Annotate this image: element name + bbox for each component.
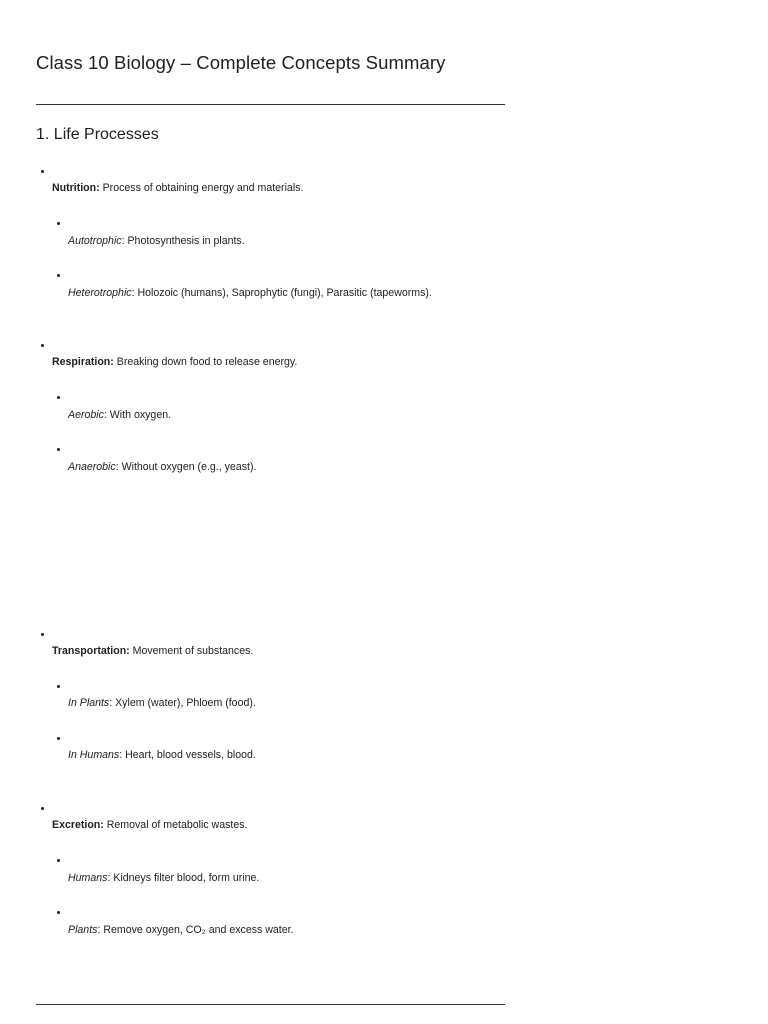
topic-description: Movement of substances. <box>129 645 254 657</box>
topic-label: Nutrition: <box>52 182 100 194</box>
subitem-description: : Holozoic (humans), Saprophytic (fungi), Parasitic (tapeworms). <box>131 287 432 299</box>
subitem-label: Anaerobic <box>68 461 116 473</box>
subitem-text <box>68 286 432 300</box>
bullet-icon <box>57 911 60 914</box>
topic-text <box>52 644 253 658</box>
subitem-text <box>68 408 171 422</box>
bullet-icon <box>41 170 44 173</box>
subitem-label: Humans <box>68 872 108 884</box>
subitem-label: In Humans <box>68 749 120 761</box>
title-divider <box>36 104 505 105</box>
topic-label: Transportation: <box>52 645 130 657</box>
topic-text <box>52 181 303 195</box>
subitem-label: In Plants <box>68 697 110 709</box>
bullet-icon <box>41 807 44 810</box>
section-divider <box>36 1004 505 1005</box>
subitem-text <box>68 871 259 885</box>
subitem-label: Autotrophic <box>68 235 122 247</box>
bullet-icon <box>41 633 44 636</box>
topic-description: Removal of metabolic wastes. <box>103 819 248 831</box>
document-title: Class 10 Biology – Complete Concepts Summary <box>36 52 446 73</box>
section-title: 1. Life Processes <box>36 126 159 143</box>
subitem-description: : Photosynthesis in plants. <box>121 235 245 247</box>
subitem-description: : Heart, blood vessels, blood. <box>119 749 256 761</box>
topic-label: Respiration: <box>52 356 114 368</box>
bullet-icon <box>57 396 60 399</box>
bullet-icon <box>57 859 60 862</box>
topic-label: Excretion: <box>52 819 104 831</box>
bullet-icon <box>57 685 60 688</box>
subitem-text <box>68 234 245 248</box>
subitem-description: : Xylem (water), Phloem (food). <box>109 697 256 709</box>
subitem-description: : Remove oxygen, CO₂ and excess water. <box>97 924 294 936</box>
subitem-text <box>68 923 294 937</box>
subitem-text <box>68 748 256 762</box>
subitem-description: : Kidneys filter blood, form urine. <box>107 872 260 884</box>
topic-text <box>52 818 247 832</box>
bullet-icon <box>57 737 60 740</box>
subitem-label: Aerobic <box>68 409 104 421</box>
bullet-icon <box>57 222 60 225</box>
subitem-text <box>68 696 256 710</box>
topic-description: Breaking down food to release energy. <box>113 356 298 368</box>
subitem-description: : Without oxygen (e.g., yeast). <box>115 461 257 473</box>
subitem-label: Heterotrophic <box>68 287 132 299</box>
subitem-text <box>68 460 256 474</box>
topic-text <box>52 355 297 369</box>
bullet-icon <box>41 344 44 347</box>
subitem-description: : With oxygen. <box>103 409 172 421</box>
bullet-icon <box>57 448 60 451</box>
topic-description: Process of obtaining energy and materials. <box>99 182 304 194</box>
subitem-label: Plants <box>68 924 98 936</box>
bullet-icon <box>57 274 60 277</box>
